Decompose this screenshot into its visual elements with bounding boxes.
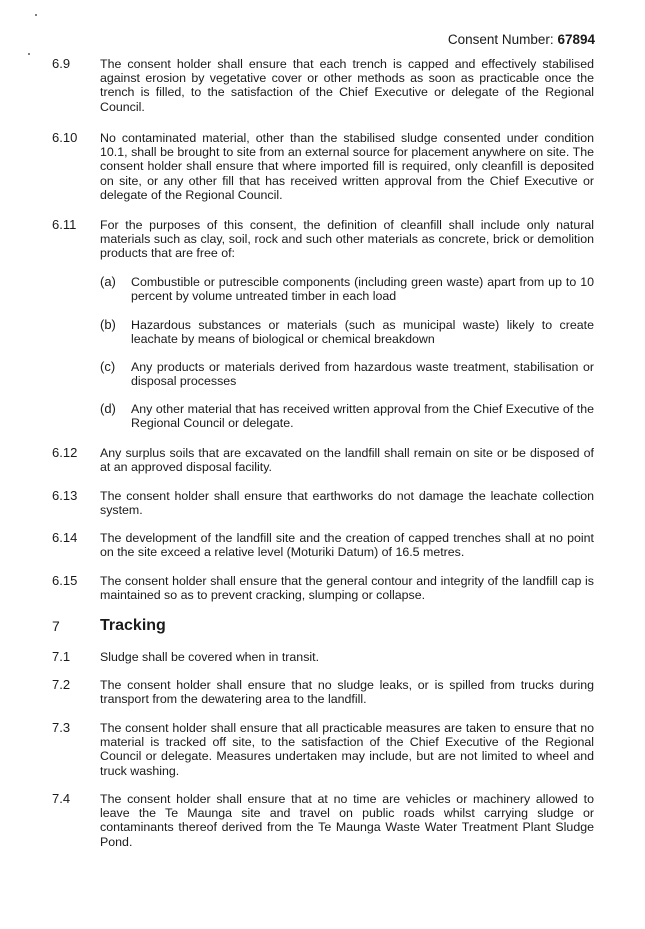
scan-speck: [35, 14, 37, 16]
clause-text: The consent holder shall ensure that at no time are vehicles or machinery allowed to leave the Te Maunga site and travel on public roads whilst carrying sludge or contaminants thereof derived from the Te Maunga Waste Water Treatment Plant Sludge Pond.: [100, 792, 594, 849]
clause-number: 6.13: [52, 488, 78, 503]
clause-number: 6.15: [52, 573, 78, 588]
clause-number: 7.4: [52, 791, 71, 806]
consent-number-value: 67894: [557, 32, 595, 47]
clause-number: 7.1: [52, 649, 71, 664]
subitem-text: Combustible or putrescible components (including green waste) apart from up to 10 percent by volume untreated timber in each load: [131, 275, 594, 304]
clause-number: 7.2: [52, 677, 71, 692]
clause-number: 6.12: [52, 445, 78, 460]
subitem-text: Hazardous substances or materials (such as municipal waste) likely to create leachate by means of biological or chemical breakdown: [131, 318, 594, 347]
clause-text: The development of the landfill site and the creation of capped trenches shall at no point on the site exceed a relative level (Moturiki Datum) of 16.5 metres.: [100, 531, 594, 560]
clause-number: 6.9: [52, 56, 71, 71]
section-title: Tracking: [100, 617, 166, 634]
subitem-label: (d): [100, 401, 116, 416]
subitem-label: (b): [100, 317, 116, 332]
clause-text: The consent holder shall ensure that each trench is capped and effectively stabilised against erosion by vegetative cover or other methods as soon as practicable once the trench is filled, to the satisfaction of the Chief Executive or delegate of the Regional Council.: [100, 57, 594, 114]
clause-number: 6.14: [52, 530, 78, 545]
clause-text: The consent holder shall ensure that earthworks do not damage the leachate collection system.: [100, 489, 594, 518]
subitem-label: (c): [100, 359, 116, 374]
clause-number: 6.11: [52, 217, 77, 232]
clause-text: Any surplus soils that are excavated on the landfill shall remain on site or be disposed of at an approved disposal facility.: [100, 446, 594, 475]
clause-number: 7.3: [52, 720, 71, 735]
subitem-text: Any other material that has received written approval from the Chief Executive of the Regional Council or delegate.: [131, 402, 594, 431]
subitem-text: Any products or materials derived from hazardous waste treatment, stabilisation or disposal processes: [131, 360, 594, 389]
clause-text: No contaminated material, other than the stabilised sludge consented under condition 10.1, shall be brought to site from an external source for placement anywhere on site. The consent holder shall ensure that where imported fill is required, only cleanfill is deposited on site, or any other fill that has received written approval from the Chief Executive or delegate of the Regional Council.: [100, 131, 594, 202]
clause-text: The consent holder shall ensure that the general contour and integrity of the landfill cap is maintained so as to prevent cracking, slumping or collapse.: [100, 574, 594, 603]
scan-speck: [28, 53, 30, 55]
subitem-label: (a): [100, 274, 116, 289]
clause-text: For the purposes of this consent, the definition of cleanfill shall include only natural materials such as clay, soil, rock and such other materials as concrete, brick or demolition products that are free of:: [100, 218, 594, 261]
clause-text: The consent holder shall ensure that all practicable measures are taken to ensure that no material is tracked off site, to the satisfaction of the Chief Executive of the Regional Council or delegate. Measures undertaken may include, but are not limited to wheel and truck washing.: [100, 721, 594, 778]
section-number: 7: [52, 618, 60, 634]
clause-text: Sludge shall be covered when in transit.: [100, 650, 320, 664]
consent-number-label: Consent Number:: [447, 32, 554, 47]
clause-text: The consent holder shall ensure that no sludge leaks, or is spilled from trucks during transport from the dewatering area to the landfill.: [100, 678, 594, 707]
consent-number-header: [448, 32, 595, 48]
clause-number: 6.10: [52, 130, 78, 145]
